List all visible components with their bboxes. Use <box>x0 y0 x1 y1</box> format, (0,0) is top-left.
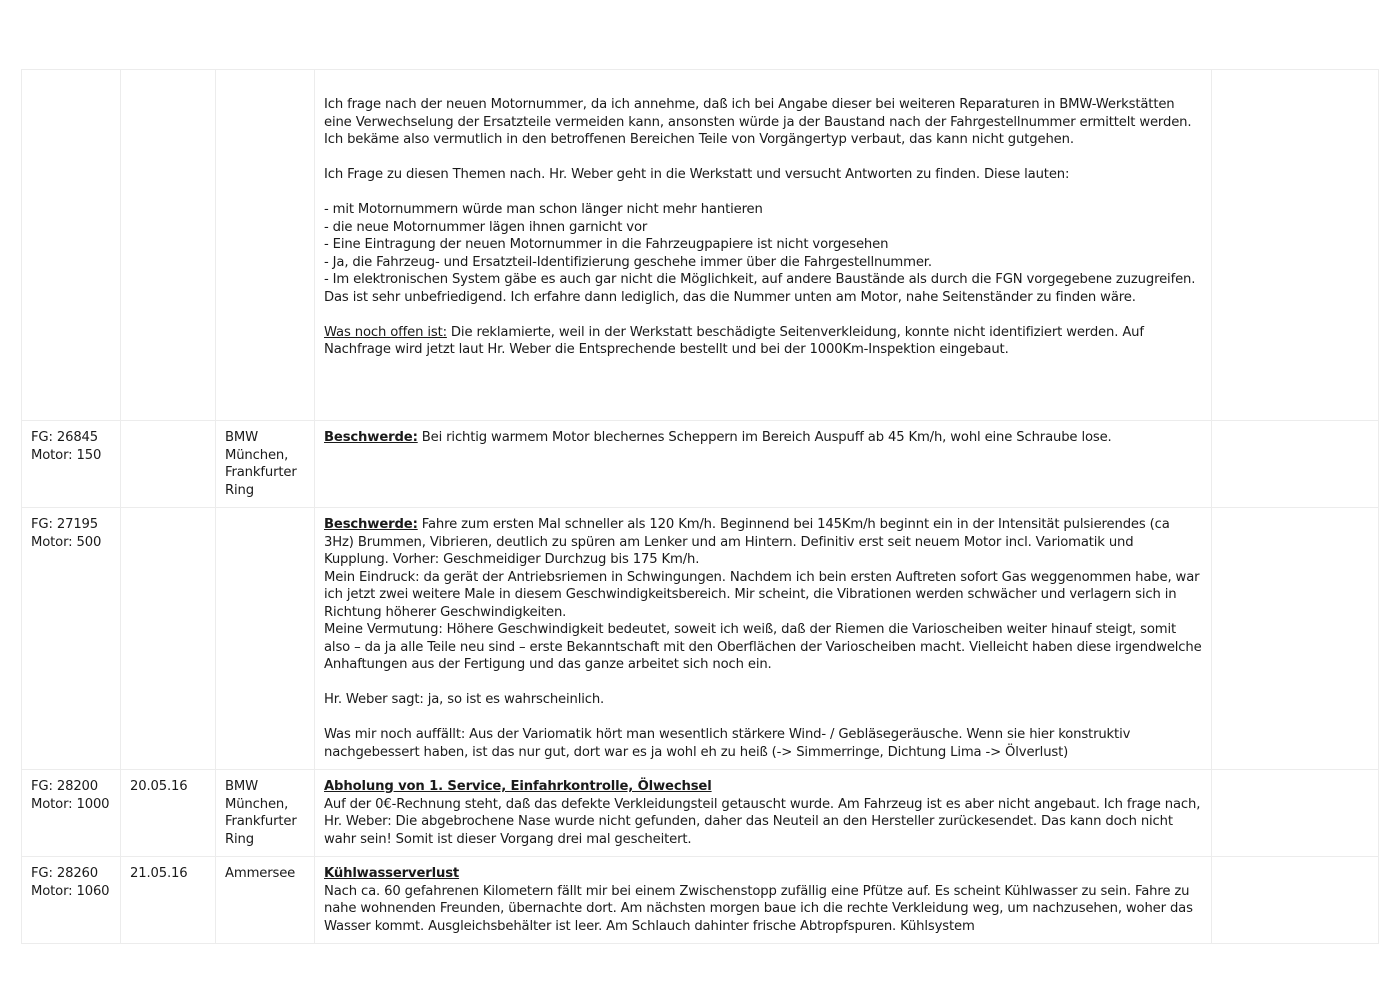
entry-paragraph: Meine Vermutung: Höhere Geschwindigkeit bedeutet, soweit ich weiß, daß der Riemen die Varioscheiben weiter hinauf steigt, somit also – da ja alle Teile neu sind – erste Bekanntschaft mit den Oberflächen der Varioscheiben macht. Vielleicht haben diese irgendwelche Anhaftungen aus der Fertigung und das ganze arbeitet sich noch ein. <box>324 622 1202 672</box>
notes-cell <box>1212 508 1379 770</box>
motor-km: Motor: 1060 <box>31 883 110 899</box>
notes-cell <box>1212 70 1379 421</box>
notes-cell <box>1212 857 1379 944</box>
entry-paragraph: Ich frage nach der neuen Motornummer, da ich annehme, daß ich bei Angabe dieser bei weiteren Reparaturen in BMW-Werkstätten eine Verwechselung der Ersatzteile vermeiden kann, ansonsten würde ja der Baustand nach der Fahrgestellnummer ermittelt werden. Ich bekäme also vermutlich in den betroffenen Bereichen Teile von Vorgängertyp verbaut, das kann nicht gutgehen. <box>324 97 1192 147</box>
vehicle-cell <box>22 421 121 508</box>
entry-paragraph: Auf der 0€-Rechnung steht, daß das defekte Verkleidungsteil getauscht wurde. Am Fahrzeug ist es aber nicht angebaut. Ich frage nach, Hr. Weber: Die abgebrochene Nase wurde nicht gefunden, daher das Neuteil an den Hersteller zurückesendet. Das kann doch nicht wahr sein! Somit ist dieser Vorgang drei mal gescheitert. <box>324 796 1201 847</box>
entry-cell <box>315 770 1212 857</box>
service-log-table <box>21 69 1379 944</box>
list-item: - Im elektronischen System gäbe es auch gar nicht die Möglichkeit, auf andere Baustände als durch die FGN vorgegebene zuzugreifen. <box>324 272 1196 287</box>
location-cell <box>216 857 315 944</box>
open-issue-text: Die reklamierte, weil in der Werkstatt beschädigte Seitenverkleidung, konnte nicht identifiziert werden. Auf Nachfrage wird jetzt laut Hr. Weber die Entsprechende bestellt und bei der 1000Km-Inspektion eingebaut. <box>324 324 1144 357</box>
fg-number: FG: 26845 <box>31 430 99 445</box>
entry-heading: Abholung von 1. Service, Einfahrkontrolle, Ölwechsel <box>324 779 712 794</box>
vehicle-cell <box>22 508 121 770</box>
notes-cell <box>1212 770 1379 857</box>
motor-km: Motor: 1000 <box>31 796 110 812</box>
fg-number: FG: 28260 <box>31 866 99 881</box>
location-line: Ring <box>225 482 254 498</box>
list-item: - Eine Eintragung der neuen Motornummer in die Fahrzeugpapiere ist nicht vorgesehen <box>324 237 889 252</box>
date-cell <box>121 508 216 770</box>
entry-text: Fahre zum ersten Mal schneller als 120 Km/h. Beginnend bei 145Km/h beginnt ein in der Intensität pulsierendes (ca 3Hz) Brummen, Vibrieren, deutlich zu spüren am Lenker und am Hintern. Definitiv erst seit neuem Motor incl. Variomatik und Kupplung. Vorher: Geschmeidiger Durchzug bis 175 Km/h. <box>324 517 1170 567</box>
location-cell <box>216 770 315 857</box>
entry-heading: Beschwerde: <box>324 430 418 445</box>
entry-cell <box>315 508 1212 770</box>
notes-cell <box>1212 421 1379 508</box>
answer-list <box>324 201 1202 289</box>
motor-km: Motor: 150 <box>31 447 102 463</box>
location-line: München, <box>225 796 289 812</box>
date-cell <box>121 421 216 508</box>
table-row <box>22 857 1379 944</box>
fg-number: FG: 27195 <box>31 517 99 532</box>
location-line: Ammersee <box>225 866 296 881</box>
table-row <box>22 508 1379 770</box>
entry-heading: Kühlwasserverlust <box>324 866 460 881</box>
entry-paragraph: Das ist sehr unbefriedigend. Ich erfahre dann lediglich, das die Nummer unten am Motor, nahe Seitenständer zu finden wäre. <box>324 289 1136 305</box>
fg-number: FG: 28200 <box>31 779 99 794</box>
motor-km: Motor: 500 <box>31 534 102 550</box>
location-line: Frankfurter <box>225 465 297 480</box>
vehicle-cell <box>22 857 121 944</box>
entry-paragraph: Ich Frage zu diesen Themen nach. Hr. Weber geht in die Werkstatt und versucht Antworten zu finden. Diese lauten: <box>324 167 1070 182</box>
list-item: - mit Motornummern würde man schon länger nicht mehr hantieren <box>324 202 763 217</box>
open-issue-paragraph <box>324 324 1202 359</box>
entry-paragraph: Mein Eindruck: da gerät der Antriebsriemen in Schwingungen. Nachdem ich bein ersten Auftreten sofort Gas weggenommen habe, war ich jetzt zwei weitere Male in diesem Geschwindigkeitsbereich. Mir scheint, die Vibrationen werden schwächer und verlagern sich in Richtung höherer Geschwindigkeiten. <box>324 569 1200 620</box>
date-cell: 20.05.16 <box>121 770 216 857</box>
entry-cell <box>315 857 1212 944</box>
date-cell <box>121 70 216 421</box>
vehicle-cell <box>22 770 121 857</box>
location-cell <box>216 508 315 770</box>
list-item: - Ja, die Fahrzeug- und Ersatzteil-Identifizierung geschehe immer über die Fahrgestellnummer. <box>324 254 932 270</box>
entry-paragraph <box>324 516 1202 569</box>
location-line: Frankfurter <box>225 814 297 829</box>
location-line: BMW <box>225 430 259 445</box>
vehicle-cell <box>22 70 121 421</box>
entry-text: Bei richtig warmem Motor blechernes Scheppern im Bereich Auspuff ab 45 Km/h, wohl eine Schraube lose. <box>417 430 1112 445</box>
location-line: Ring <box>225 831 254 847</box>
entry-paragraph: Nach ca. 60 gefahrenen Kilometern fällt mir bei einem Zwischenstopp zufällig eine Pfütze auf. Es scheint Kühlwasser zu sein. Fahre zu nahe wohnenden Freunden, übernachte dort. Am nächsten morgen baue ich die rechte Verkleidung weg, um nachzusehen, woher das Wasser kommt. Ausgleichsbehälter ist leer. Am Schlauch dahinter frische Abtropfspuren. Kühlsystem <box>324 883 1193 934</box>
entry-heading: Beschwerde: <box>324 517 418 532</box>
entry-paragraph: Hr. Weber sagt: ja, so ist es wahrscheinlich. <box>324 692 605 707</box>
table-row <box>22 70 1379 421</box>
entry-paragraph <box>324 429 1202 447</box>
table-row <box>22 421 1379 508</box>
date-cell: 21.05.16 <box>121 857 216 944</box>
table-row <box>22 770 1379 857</box>
location-cell <box>216 421 315 508</box>
entry-cell <box>315 70 1212 421</box>
entry-cell <box>315 421 1212 508</box>
location-line: München, <box>225 447 289 463</box>
entry-paragraph: Was mir noch auffällt: Aus der Variomatik hört man wesentlich stärkere Wind- / Gebläsegeräusche. Wenn sie hier konstruktiv nachgebessert haben, ist das nur gut, dort war es ja wohl eh zu heiß (-> Simmerringe, Dichtung Lima -> Ölverlust) <box>324 727 1131 760</box>
location-cell <box>216 70 315 421</box>
open-issue-label: Was noch offen ist: <box>324 324 447 340</box>
location-line: BMW <box>225 779 259 794</box>
list-item: - die neue Motornummer lägen ihnen garnicht vor <box>324 219 648 235</box>
